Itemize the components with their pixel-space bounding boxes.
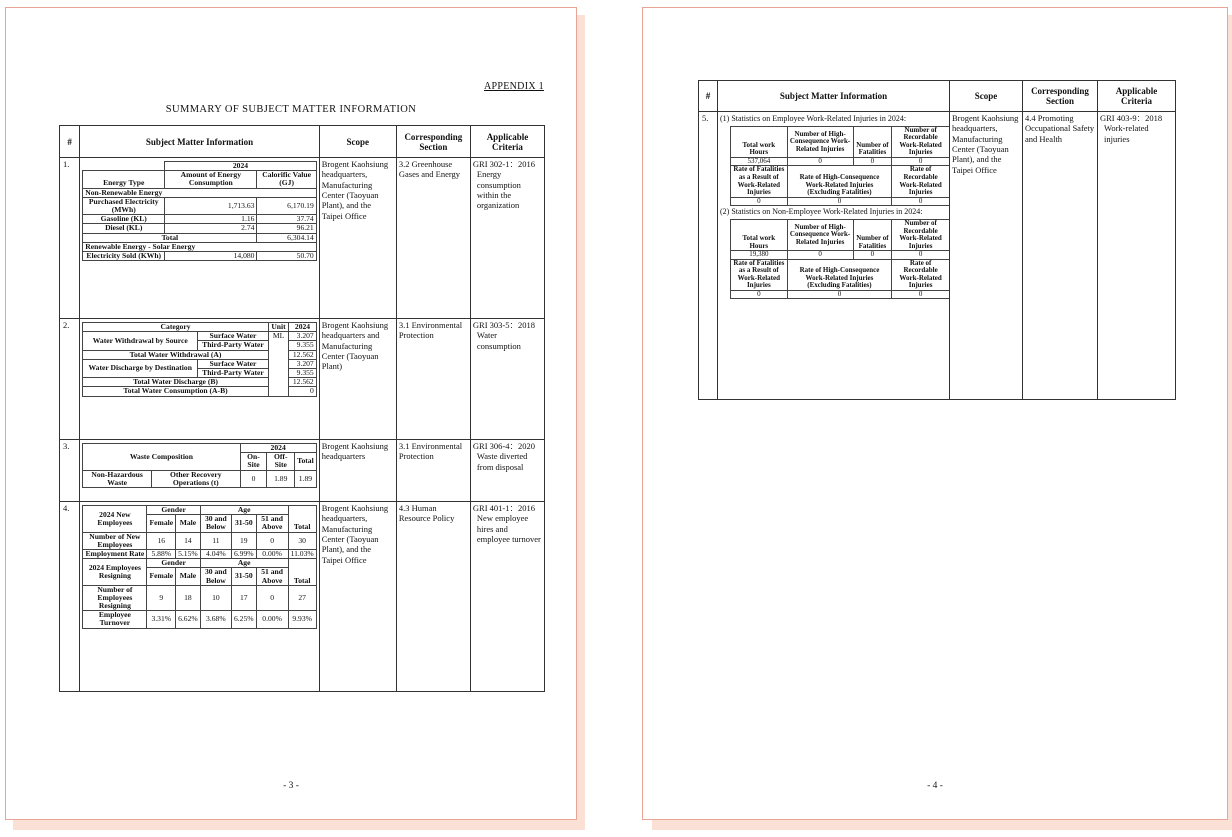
- energy-row-cal: 6,170.19: [257, 197, 316, 214]
- table-row: [60, 158, 545, 319]
- table-row: [699, 112, 1176, 400]
- energy-year: 2024: [165, 162, 317, 171]
- criteria-text: Energy consumption within the organization: [476, 169, 521, 211]
- water-third-party-label: Third-Party Water: [198, 368, 269, 377]
- criteria-cell: [470, 502, 544, 692]
- waste-cell: [80, 440, 319, 502]
- value-cell: 0: [256, 585, 288, 611]
- section-cell: 3.1 Environmental Protection: [396, 319, 470, 440]
- value-cell: 0.00%: [256, 611, 288, 628]
- section-cell: 3.2 Greenhouse Gases and Energy: [396, 158, 470, 319]
- criteria-text: Waste diverted from disposal: [476, 451, 528, 472]
- hours-header: Total work Hours: [731, 126, 788, 157]
- value-cell: 9: [147, 585, 176, 611]
- page-number: - 3 -: [283, 781, 299, 791]
- section-cell: 4.4 Promoting Occupational Safety and Health: [1023, 112, 1098, 400]
- recordable-value: 0: [892, 157, 950, 166]
- scope-cell: Brogent Kaohsiung headquarters: [319, 440, 396, 502]
- value-cell: 3.31%: [147, 611, 176, 628]
- criteria-cell: [470, 440, 544, 502]
- energy-row-cal: 37.74: [257, 215, 316, 224]
- document-title: SUMMARY OF SUBJECT MATTER INFORMATION: [165, 104, 417, 115]
- rate-recordable-value: 0: [892, 290, 950, 299]
- total-header: Total: [288, 559, 316, 586]
- energy-cal-header: Calorific Value (GJ): [257, 171, 316, 188]
- value-cell: 17: [231, 585, 256, 611]
- employee-injuries-table: [730, 126, 950, 206]
- non-employee-injuries-table: [730, 219, 950, 299]
- energy-row-label: Purchased Electricity (MWh): [83, 197, 165, 214]
- resigning-header: 2024 Employees Resigning: [83, 559, 147, 586]
- energy-row-amount: 1.16: [165, 215, 257, 224]
- value-cell: 11.03%: [288, 549, 316, 558]
- energy-amount-header: Amount of Energy Consumption: [165, 171, 257, 188]
- value-cell: 10: [200, 585, 231, 611]
- row-label: Number of Employees Resigning: [83, 585, 147, 611]
- gender-header: Gender: [147, 506, 200, 515]
- criteria-cell: [470, 319, 544, 440]
- scope-cell: Brogent Kaohsiung headquarters, Manufacturing Center (Taoyuan Plant), and the Taipei Office: [319, 158, 396, 319]
- water-withdrawal-label: Water Withdrawal by Source: [83, 332, 198, 350]
- hours-value: 19,380: [731, 251, 788, 260]
- header-criteria: Applicable Criteria: [470, 126, 544, 158]
- recordable-header: Number of Recordable Work-Related Injuries: [892, 126, 950, 157]
- fatalities-header: Number of Fatalities: [853, 219, 892, 250]
- electricity-sold-amount: 14,080: [165, 251, 257, 260]
- row-label: Number of New Employees: [83, 532, 147, 549]
- header-scope: Scope: [950, 81, 1023, 112]
- waste-total-value: 1.89: [295, 470, 317, 487]
- employee-injuries-title: (1) Statistics on Employee Work-Related Injuries in 2024:: [720, 114, 907, 123]
- age-header: Age: [200, 506, 288, 515]
- energy-row: [83, 197, 316, 214]
- rate-fatalities-value: 0: [731, 290, 788, 299]
- energy-total-value: 6,304.14: [257, 233, 316, 242]
- row-label: Employment Rate: [83, 549, 147, 558]
- water-year-header: 2024: [289, 323, 316, 332]
- turnover-row: [83, 611, 316, 628]
- waste-onsite-value: 0: [240, 470, 267, 487]
- energy-row-label: Gasoline (KL): [83, 215, 165, 224]
- summary-table-page-4: [698, 80, 1176, 400]
- page-number: - 4 -: [927, 781, 943, 791]
- female-header: Female: [147, 515, 176, 532]
- summary-table-page-3: [59, 125, 545, 692]
- new-employee-count-row: [83, 532, 316, 549]
- row-number: 4.: [60, 502, 80, 692]
- rate-fatalities-header: Rate of Fatalities as a Result of Work-Related Injuries: [731, 166, 788, 197]
- table-row: [60, 502, 545, 692]
- rate-recordable-value: 0: [892, 197, 950, 206]
- criteria-cell: [470, 158, 544, 319]
- header-num: #: [60, 126, 80, 158]
- value-cell: 18: [176, 585, 201, 611]
- age-30-header: 30 and Below: [200, 515, 231, 532]
- page-4: [642, 7, 1228, 820]
- water-discharge-surface: 3.207: [289, 359, 316, 368]
- row-number: 3.: [60, 440, 80, 502]
- age-30-header: 30 and Below: [200, 568, 231, 585]
- value-cell: 5.15%: [176, 549, 201, 558]
- age-31-50-header: 31-50: [231, 568, 256, 585]
- water-third-party-label: Third-Party Water: [198, 341, 269, 350]
- scope-cell: Brogent Kaohsiung headquarters, Manufacturing Center (Taoyuan Plant), and the Taipei Office: [950, 112, 1023, 400]
- value-cell: 0.00%: [256, 549, 288, 558]
- waste-composition-header: Waste Composition: [83, 444, 240, 471]
- new-employees-header: 2024 New Employees: [83, 506, 147, 533]
- waste-offsite-header: Off-Site: [267, 453, 295, 470]
- header-criteria: Applicable Criteria: [1098, 81, 1176, 112]
- renewable-label: Renewable Energy - Solar Energy: [83, 242, 316, 251]
- resigning-count-row: [83, 585, 316, 611]
- waste-subcategory: Other Recovery Operations (t): [151, 470, 240, 487]
- header-section: Corresponding Section: [1023, 81, 1098, 112]
- criteria-code: GRI 302-1：2016: [472, 159, 536, 169]
- criteria-cell: [1098, 112, 1176, 400]
- energy-row-label: Diesel (KL): [83, 224, 165, 233]
- water-table: [82, 322, 316, 397]
- row-number: 1.: [60, 158, 80, 319]
- value-cell: 30: [288, 532, 316, 549]
- waste-category: Non-Hazardous Waste: [83, 470, 152, 487]
- employees-table: [82, 505, 316, 629]
- fatalities-header: Number of Fatalities: [853, 126, 892, 157]
- total-withdrawal-value: 12.562: [289, 350, 316, 359]
- criteria-text: Work-related injuries: [1104, 123, 1149, 144]
- energy-table: [82, 161, 316, 261]
- age-31-50-header: 31-50: [231, 515, 256, 532]
- energy-total-label: Total: [83, 233, 257, 242]
- value-cell: 9.93%: [288, 611, 316, 628]
- row-label: Employee Turnover: [83, 611, 147, 628]
- water-discharge-label: Water Discharge by Destination: [83, 359, 198, 377]
- total-discharge-label: Total Water Discharge (B): [83, 378, 268, 387]
- water-unit-header: Unit: [268, 323, 289, 332]
- water-discharge-third: 9.355: [289, 368, 316, 377]
- section-cell: 4.3 Human Resource Policy: [396, 502, 470, 692]
- energy-cell: [80, 158, 319, 319]
- electricity-sold-label: Electricity Sold (KWh): [83, 251, 165, 260]
- value-cell: 16: [147, 532, 176, 549]
- waste-offsite-value: 1.89: [267, 470, 295, 487]
- male-header: Male: [176, 515, 201, 532]
- high-consequence-value: 0: [787, 251, 853, 260]
- waste-table: [82, 443, 316, 488]
- criteria-code: GRI 303-5：2018: [472, 320, 536, 330]
- header-section: Corresponding Section: [396, 126, 470, 158]
- header-num: #: [699, 81, 718, 112]
- fatalities-value: 0: [853, 251, 892, 260]
- total-discharge-value: 12.562: [289, 378, 316, 387]
- non-employee-injuries-title: (2) Statistics on Non-Employee Work-Related Injuries in 2024:: [720, 207, 923, 217]
- total-header: Total: [288, 506, 316, 533]
- nonrenewable-label: Non-Renewable Energy: [83, 188, 316, 197]
- value-cell: 4.04%: [200, 549, 231, 558]
- value-cell: 3.68%: [200, 611, 231, 628]
- energy-row-amount: 1,713.63: [165, 197, 257, 214]
- female-header: Female: [147, 568, 176, 585]
- rate-fatalities-header: Rate of Fatalities as a Result of Work-Related Injuries: [731, 259, 788, 290]
- energy-row-cal: 96.21: [257, 224, 316, 233]
- age-51-header: 51 and Above: [256, 515, 288, 532]
- row-number: 2.: [60, 319, 80, 440]
- table-row: [60, 440, 545, 502]
- employment-rate-row: [83, 549, 316, 558]
- fatalities-value: 0: [853, 157, 892, 166]
- page-3: [5, 7, 577, 820]
- value-cell: 6.99%: [231, 549, 256, 558]
- rate-high-header: Rate of High-Consequence Work-Related Injuries (Excluding Fatalities): [787, 259, 892, 290]
- age-header: Age: [200, 559, 288, 568]
- value-cell: 6.25%: [231, 611, 256, 628]
- criteria-code: GRI 401-1：2016: [472, 503, 536, 513]
- high-consequence-value: 0: [787, 157, 853, 166]
- waste-onsite-header: On-Site: [240, 453, 267, 470]
- appendix-label: APPENDIX 1: [484, 81, 544, 92]
- header-subject: Subject Matter Information: [80, 126, 319, 158]
- header-scope: Scope: [319, 126, 396, 158]
- water-withdrawal-surface: 3.207: [289, 332, 316, 341]
- criteria-text: New employee hires and employee turnover: [476, 513, 541, 545]
- value-cell: 19: [231, 532, 256, 549]
- water-cell: [80, 319, 319, 440]
- value-cell: 6.62%: [176, 611, 201, 628]
- rate-high-value: 0: [787, 197, 892, 206]
- scope-cell: Brogent Kaohsiung headquarters, Manufacturing Center (Taoyuan Plant), and the Taipei Office: [319, 502, 396, 692]
- high-consequence-header: Number of High-Consequence Work-Related Injuries: [787, 219, 853, 250]
- criteria-text: Water consumption: [476, 330, 521, 351]
- value-cell: 11: [200, 532, 231, 549]
- water-surface-label: Surface Water: [198, 332, 269, 341]
- total-consumption-value: 0: [289, 387, 316, 396]
- rate-high-header: Rate of High-Consequence Work-Related Injuries (Excluding Fatalities): [787, 166, 892, 197]
- water-withdrawal-third: 9.355: [289, 341, 316, 350]
- rate-recordable-header: Rate of Recordable Work-Related Injuries: [892, 166, 950, 197]
- water-unit: ML: [268, 332, 289, 396]
- energy-row-amount: 2.74: [165, 224, 257, 233]
- total-withdrawal-label: Total Water Withdrawal (A): [83, 350, 268, 359]
- recordable-header: Number of Recordable Work-Related Injuries: [892, 219, 950, 250]
- energy-row: [83, 224, 316, 233]
- criteria-code: GRI 306-4：2020: [472, 441, 536, 451]
- total-consumption-label: Total Water Consumption (A-B): [83, 387, 268, 396]
- criteria-code: GRI 403-9：2018: [1100, 113, 1163, 123]
- row-number: 5.: [699, 112, 718, 400]
- value-cell: 5.88%: [147, 549, 176, 558]
- scope-cell: Brogent Kaohsiung headquarters and Manufacturing Center (Taoyuan Plant): [319, 319, 396, 440]
- header-subject: Subject Matter Information: [718, 81, 950, 112]
- water-category-header: Category: [83, 323, 268, 332]
- value-cell: 14: [176, 532, 201, 549]
- value-cell: 27: [288, 585, 316, 611]
- water-surface-label: Surface Water: [198, 359, 269, 368]
- high-consequence-header: Number of High-Consequence Work-Related Injuries: [787, 126, 853, 157]
- value-cell: 0: [256, 532, 288, 549]
- age-51-header: 51 and Above: [256, 568, 288, 585]
- rate-recordable-header: Rate of Recordable Work-Related Injuries: [892, 259, 950, 290]
- gender-header: Gender: [147, 559, 200, 568]
- rate-fatalities-value: 0: [731, 197, 788, 206]
- rate-high-value: 0: [787, 290, 892, 299]
- male-header: Male: [176, 568, 201, 585]
- energy-type-header: Energy Type: [83, 171, 165, 188]
- injuries-cell: [718, 112, 950, 400]
- waste-year-header: 2024: [240, 444, 316, 453]
- recordable-value: 0: [892, 251, 950, 260]
- hours-value: 537,064: [731, 157, 788, 166]
- hours-header: Total work Hours: [731, 219, 788, 250]
- employees-cell: [80, 502, 319, 692]
- electricity-sold-cal: 50.70: [257, 251, 316, 260]
- section-cell: 3.1 Environmental Protection: [396, 440, 470, 502]
- table-row: [60, 319, 545, 440]
- waste-total-header: Total: [295, 453, 317, 470]
